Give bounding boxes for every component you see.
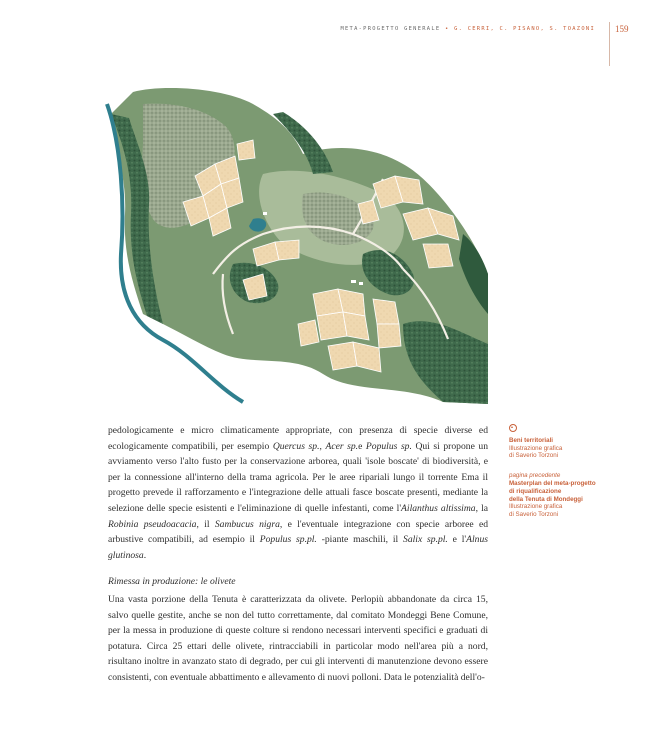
paragraph-1-part: ,: [319, 440, 326, 452]
page-number: 159: [615, 24, 629, 34]
running-head-text: [340, 26, 595, 32]
paragraph-1-part: .: [143, 549, 147, 561]
section-subheading: Rimessa in produzione: le olivete: [108, 576, 236, 588]
running-head-section: META-PROGETTO GENERALE: [340, 26, 441, 32]
paragraph-1-part: -piante maschili, il: [316, 534, 404, 546]
species-name: Acer sp.: [325, 440, 359, 452]
paragraph-1-part: e l': [447, 534, 467, 546]
species-name: Salix sp.pl.: [403, 534, 448, 546]
species-name: Quercus sp.: [272, 440, 320, 452]
caption-credit: Illustrazione grafica: [509, 503, 563, 511]
caption-title: Masterplan del meta-progetto: [509, 479, 596, 487]
caption-title: della Tenuta di Mondeggi: [509, 495, 583, 503]
caption-title: Beni territoriali: [509, 436, 554, 444]
running-head-separator: •: [440, 26, 455, 32]
paragraph-2: Una vasta porzione della Tenuta è caratterizzata da olivete. Perlopiù abbandonate da circa 15, salvo quelle gestite, anche se non del tutto correttamente, dal comitato Mondeggi Bene Comune, per la messa in produzione di queste colture si rendono necessari interventi specifici e graduati di potatura. Circa 25 ettari delle olivete, rintracciabili in particolar modo nell'area più a nord, risultano inoltre in avanzato stato di degrado, per cui gli interventi di manutenzione devono essere consistenti, con eventuale abbattimento e allevamento di nuovi polloni. Data le potenzialità dell'o-: [108, 593, 488, 683]
caption-credit: di Saverio Torzoni: [509, 452, 559, 460]
arrow-up-icon: [509, 424, 517, 432]
paragraph-1-part: , il: [196, 518, 215, 530]
caption-title: di riqualificazione: [509, 487, 562, 495]
paragraph-1: [108, 423, 488, 563]
paragraph-1-part: e: [358, 440, 366, 452]
running-head: [0, 24, 650, 40]
paragraph-1-part: , e l'eventuale integrazione con specie arboree ed arbustive compatibili, ad esempio il: [108, 518, 489, 546]
figure-caption: [509, 424, 609, 519]
species-name: Populus sp.: [365, 440, 412, 452]
caption-credit: Illustrazione grafica: [509, 444, 563, 452]
species-name: Populus sp.pl.: [259, 534, 317, 546]
caption-credit: di Saverio Torzoni: [509, 511, 559, 519]
species-name: Sambucus nigra: [214, 518, 280, 530]
masterplan-illustration: [103, 84, 488, 404]
species-name: Ailanthus altissima: [401, 502, 476, 514]
running-head-rule: [609, 22, 610, 66]
paragraph-1-part: Qui si propone un avviamento verso l'alto fusto per la conservazione arborea, quali 'isole boscate' di biodiversità, e per la connessione all'interno della trama agricola. Per le aree ripariali lungo il torrente Ema il progetto prevede il rafforzamento e l'integrazione delle attuali fasce boscate presenti, mediante la selezione delle specie esistenti e l'eliminazione di quelle infestanti, come l': [108, 440, 488, 514]
body-text: [108, 423, 488, 686]
caption-reference: pagina precedente: [509, 472, 561, 480]
species-name: Alnus glutinosa: [108, 534, 489, 561]
species-name: Robinia pseudoacacia: [108, 518, 197, 530]
paragraph-1-part: pedologicamente e micro climaticamente appropriate, con presenza di specie diverse ed ecologicamente compatibili, per esempio: [108, 425, 488, 452]
running-head-authors: G. CERRI, C. PISANO, S. TOAZONI: [454, 26, 595, 32]
paragraph-1-part: , la: [475, 502, 488, 514]
